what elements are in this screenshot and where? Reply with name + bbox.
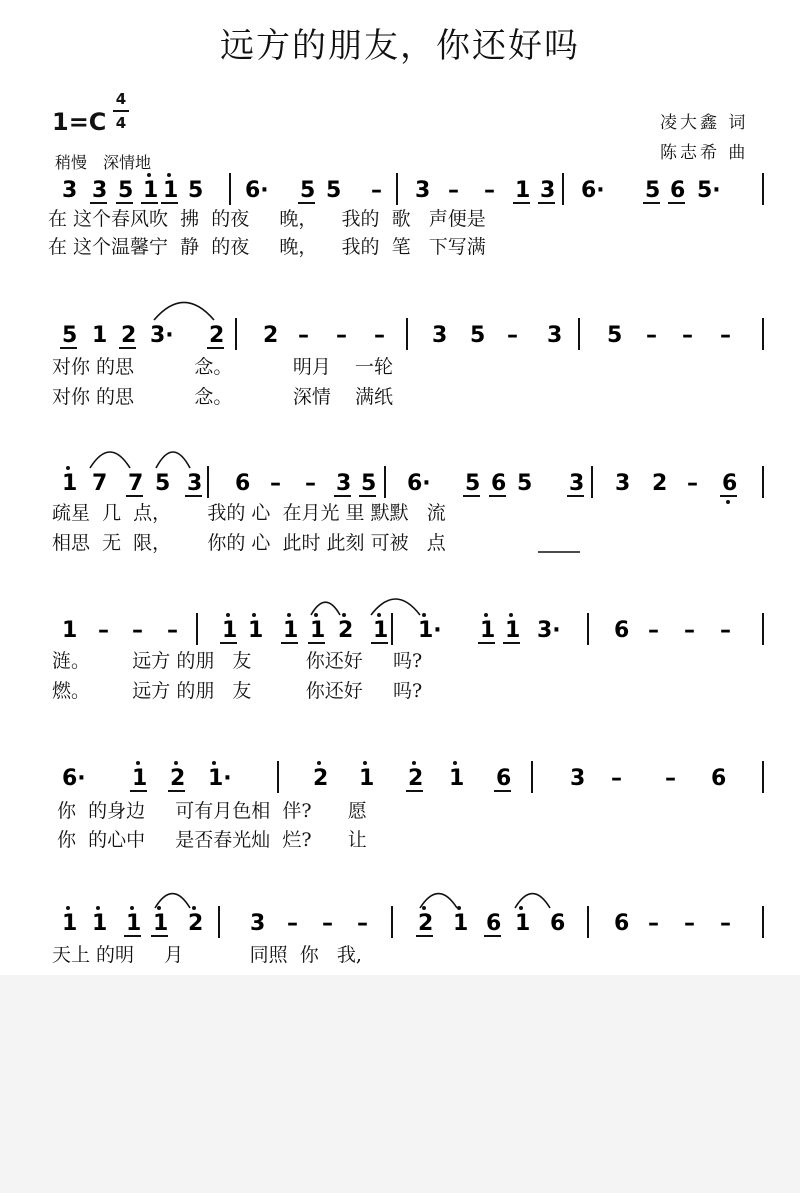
note-digit: 6	[550, 911, 566, 936]
high-octave-dot	[412, 761, 416, 765]
note-digit: 3	[62, 178, 78, 203]
slur-arc	[90, 452, 130, 468]
note-digit: 2	[418, 911, 434, 936]
dash-mark: –	[648, 911, 659, 936]
note-digit: 5	[118, 178, 134, 203]
note-digit: 1	[92, 911, 108, 936]
high-octave-dot	[377, 613, 381, 617]
note-digit: 3	[615, 471, 631, 496]
note-digit: 1	[373, 618, 389, 643]
note-digit: 6·	[581, 178, 605, 203]
note-digit: 1	[222, 618, 238, 643]
high-octave-dot	[453, 761, 457, 765]
high-octave-dot	[363, 761, 367, 765]
dash-mark: –	[720, 323, 731, 348]
dash-mark: –	[287, 911, 298, 936]
high-octave-dot	[174, 761, 178, 765]
dash-mark: –	[270, 471, 281, 496]
note-digit: 5	[361, 471, 377, 496]
dash-mark: –	[684, 911, 695, 936]
note-digit: 3·	[150, 323, 174, 348]
note-digit: 1	[163, 178, 179, 203]
note-digit: 7	[92, 471, 108, 496]
high-octave-dot	[136, 761, 140, 765]
lyric-line: 燃。 远方 的朋 友 你还好 吗?	[52, 680, 423, 702]
note-digit: 5	[326, 178, 342, 203]
note-digit: 2	[338, 618, 354, 643]
high-octave-dot	[317, 761, 321, 765]
dash-mark: –	[687, 471, 698, 496]
note-digit: 1	[143, 178, 159, 203]
note-digit: 5	[517, 471, 533, 496]
slur-arc	[515, 894, 550, 908]
dash-mark: –	[611, 766, 622, 791]
lyric-line: 对你 的思 念。 深情 满纸	[52, 386, 393, 408]
high-octave-dot	[287, 613, 291, 617]
lyric-line: 你 的心中 是否春光灿 烂? 让	[57, 829, 367, 851]
note-digit: 3·	[537, 618, 561, 643]
note-digit: 3	[92, 178, 108, 203]
lyricist-credit: 凌大鑫 词	[660, 113, 749, 133]
time-signature-top: 4	[115, 90, 127, 108]
song-title: 远方的朋友，你还好吗	[220, 26, 580, 66]
note-digit: 3	[187, 471, 203, 496]
high-octave-dot	[212, 761, 216, 765]
note-digit: 2	[652, 471, 668, 496]
slur-arc	[154, 302, 214, 320]
note-digit: 1	[515, 178, 531, 203]
note-digit: 1·	[418, 618, 442, 643]
note-digit: 1	[92, 323, 108, 348]
note-digit: 1	[449, 766, 465, 791]
slur-arc	[156, 452, 190, 468]
note-digit: 1	[505, 618, 521, 643]
note-digit: 3	[570, 766, 586, 791]
dash-mark: –	[336, 323, 347, 348]
note-digit: 3	[250, 911, 266, 936]
note-digit: 1	[359, 766, 375, 791]
note-digit: 6·	[62, 766, 86, 791]
note-digit: 1	[453, 911, 469, 936]
note-digit: 1	[126, 911, 142, 936]
lyric-line: 在 这个春风吹 拂 的夜 晚， 我的 歌 声便是	[48, 208, 486, 230]
tempo-marking: 稍慢 深情地	[55, 153, 152, 172]
note-digit: 1	[310, 618, 326, 643]
high-octave-dot	[422, 906, 426, 910]
note-digit: 2	[263, 323, 279, 348]
note-digit: 5	[645, 178, 661, 203]
note-digit: 1	[62, 911, 78, 936]
note-digit: 6	[670, 178, 686, 203]
dash-mark: –	[167, 618, 178, 643]
high-octave-dot	[96, 906, 100, 910]
dash-mark: –	[720, 911, 731, 936]
dash-mark: –	[507, 323, 518, 348]
dash-mark: –	[298, 323, 309, 348]
high-octave-dot	[457, 906, 461, 910]
note-digit: 2	[170, 766, 186, 791]
note-digit: 6	[722, 471, 738, 496]
dash-mark: –	[648, 618, 659, 643]
note-digit: 1	[248, 618, 264, 643]
high-octave-dot	[484, 613, 488, 617]
high-octave-dot	[167, 173, 171, 177]
dash-mark: –	[684, 618, 695, 643]
high-octave-dot	[509, 613, 513, 617]
high-octave-dot	[66, 906, 70, 910]
low-octave-dot	[726, 500, 730, 504]
note-digit: 6·	[407, 471, 431, 496]
slur-arc	[420, 894, 457, 908]
note-digit: 7	[128, 471, 144, 496]
key-signature: 1=C	[52, 108, 107, 136]
note-digit: 6·	[245, 178, 269, 203]
note-digit: 1	[515, 911, 531, 936]
dash-mark: –	[646, 323, 657, 348]
note-digit: 1	[62, 471, 78, 496]
dash-mark: –	[371, 178, 382, 203]
note-digit: 6	[235, 471, 251, 496]
dash-mark: –	[357, 911, 368, 936]
dash-mark: –	[448, 178, 459, 203]
lyric-line: 对你 的思 念。 明月 一轮	[52, 356, 393, 378]
note-digit: 1	[132, 766, 148, 791]
dash-mark: –	[322, 911, 333, 936]
note-digit: 6	[496, 766, 512, 791]
high-octave-dot	[342, 613, 346, 617]
note-digit: 5	[155, 471, 171, 496]
note-digit: 5	[62, 323, 78, 348]
high-octave-dot	[519, 906, 523, 910]
note-digit: 6	[711, 766, 727, 791]
note-digit: 3	[415, 178, 431, 203]
time-signature-bar: 4	[113, 110, 129, 134]
note-digit: 5	[300, 178, 316, 203]
note-digit: 2	[121, 323, 137, 348]
note-digit: 3	[569, 471, 585, 496]
note-digit: 3	[547, 323, 563, 348]
note-digit: 1·	[208, 766, 232, 791]
slur-arc	[155, 894, 190, 908]
dash-mark: –	[665, 766, 676, 791]
lyric-line: 涟。 远方 的朋 友 你还好 吗?	[52, 650, 423, 672]
slur-arc	[311, 602, 340, 615]
high-octave-dot	[66, 466, 70, 470]
lyric-line: 在 这个温馨宁 静 的夜 晚， 我的 笔 下写满	[48, 236, 486, 258]
lyric-line: 疏星 几 点， 我的 心 在月光 里 默默 流	[52, 502, 446, 524]
note-digit: 1	[283, 618, 299, 643]
high-octave-dot	[252, 613, 256, 617]
note-digit: 5	[607, 323, 623, 348]
dash-mark: –	[305, 471, 316, 496]
high-octave-dot	[192, 906, 196, 910]
note-digit: 1	[62, 618, 78, 643]
note-digit: 5	[470, 323, 486, 348]
note-digit: 2	[188, 911, 204, 936]
note-digit: 6	[614, 618, 630, 643]
note-digit: 6	[614, 911, 630, 936]
dash-mark: –	[132, 618, 143, 643]
dash-mark: –	[682, 323, 693, 348]
high-octave-dot	[147, 173, 151, 177]
note-digit: 5	[188, 178, 204, 203]
slur-arc	[371, 599, 420, 615]
note-digit: 3	[540, 178, 556, 203]
note-digit: 6	[486, 911, 502, 936]
high-octave-dot	[314, 613, 318, 617]
high-octave-dot	[157, 906, 161, 910]
lyric-line: 你 的身边 可有月色相 伴? 愿	[57, 800, 367, 822]
note-digit: 1	[480, 618, 496, 643]
composer-credit: 陈志希 曲	[660, 143, 749, 163]
high-octave-dot	[130, 906, 134, 910]
dash-mark: –	[98, 618, 109, 643]
note-digit: 5	[465, 471, 481, 496]
note-digit: 3	[432, 323, 448, 348]
dash-mark: –	[720, 618, 731, 643]
lyric-line: 天上 的明 月 同照 你 我,	[52, 944, 362, 966]
lyric-line: 相思 无 限， 你的 心 此时 此刻 可被 点	[52, 532, 446, 554]
note-digit: 1	[153, 911, 169, 936]
note-digit: 2	[408, 766, 424, 791]
note-digit: 3	[336, 471, 352, 496]
note-digit: 2	[313, 766, 329, 791]
note-digit: 5·	[697, 178, 721, 203]
dash-mark: –	[484, 178, 495, 203]
high-octave-dot	[422, 613, 426, 617]
dash-mark: –	[374, 323, 385, 348]
high-octave-dot	[226, 613, 230, 617]
note-digit: 2	[209, 323, 225, 348]
note-digit: 6	[491, 471, 507, 496]
